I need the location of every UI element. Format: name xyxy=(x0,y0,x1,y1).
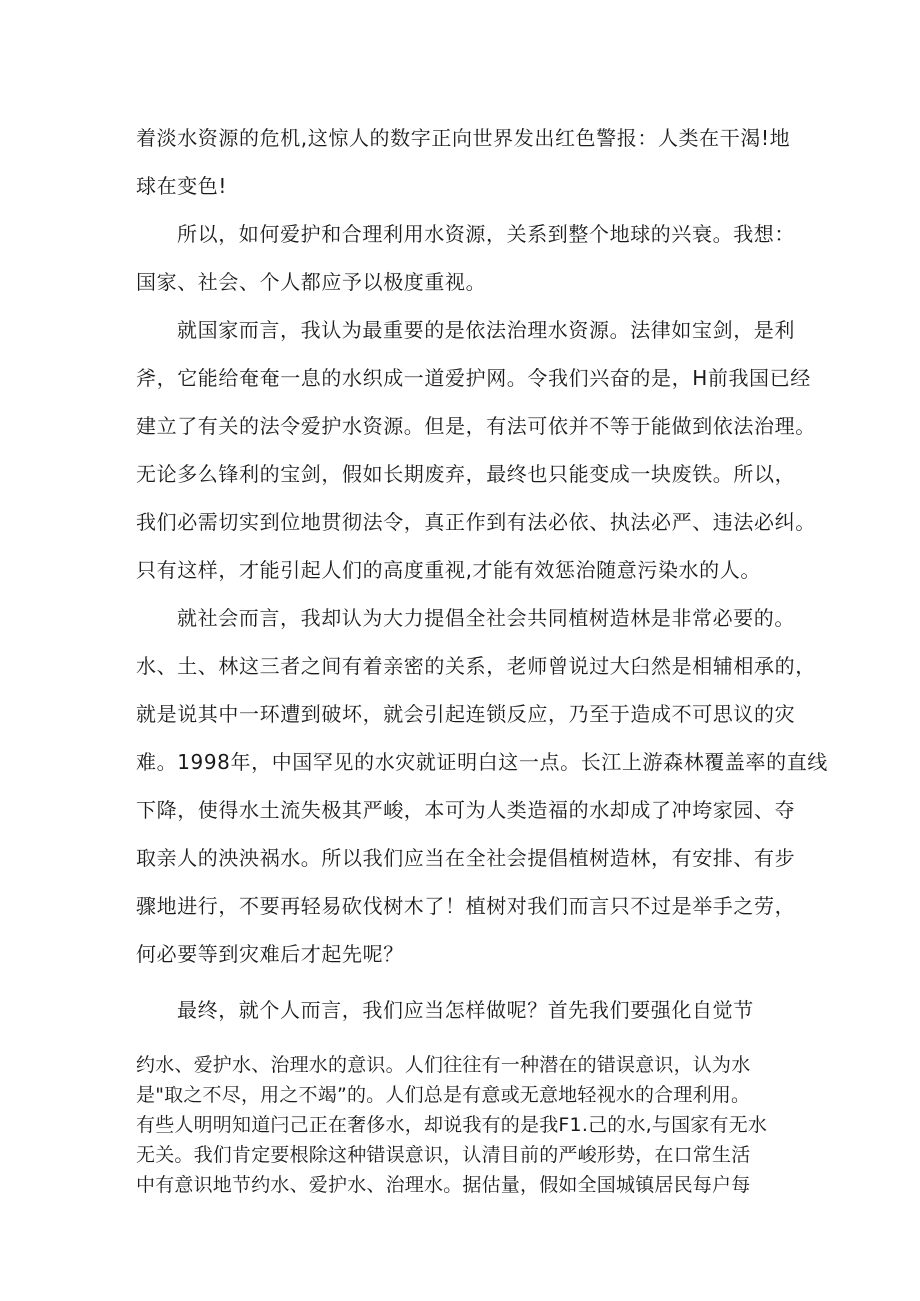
text-line: 无论多么锋利的宝剑，假如长期废弃，最终也只能变成一块废铁。所以， xyxy=(136,462,796,486)
text-line: 下降，使得水土流失极其严峻，本可为人类造福的水却成了冲垮家园、夺 xyxy=(136,798,796,822)
text-line: 斧，它能给奄奄一息的水织成一道爱护网。令我们兴奋的是，H前我国已经 xyxy=(136,366,811,390)
text-line: 建立了有关的法令爱护水资源。但是，有法可依并不等于能做到依法治理。 xyxy=(136,414,816,438)
text-line: 何必要等到灾难后才起先呢？ xyxy=(136,942,404,966)
text-line: 国家、社会、个人都应予以极度重视。 xyxy=(136,270,487,294)
text-line: 就是说其中一环遭到破坏，就会引起连锁反应，乃至于造成不可思议的灾 xyxy=(136,702,796,726)
text-line: 着淡水资源的危机,这惊人的数字正向世界发出红色警报：人类在干渴!地 xyxy=(136,126,791,150)
text-line: 约水、爱护水、治理水的意识。人们往往有一种潜在的错误意识，认为水 xyxy=(136,1054,751,1076)
text-line: 中有意识地节约水、爱护水、治理水。据估量，假如全国城镇居民每户每 xyxy=(136,1174,751,1196)
text-line: 最终，就个人而言，我们应当怎样做呢？首先我们要强化自觉节 xyxy=(177,998,754,1022)
text-line: 就国家而言，我认为最重要的是依法治理水资源。法律如宝剑，是利 xyxy=(177,318,795,342)
text-line: 我们必需切实到位地贯彻法令，真正作到有法必依、执法必严、违法必纠。 xyxy=(136,510,816,534)
text-line: 只有这样，才能引起人们的高度重视,才能有效惩治随意污染水的人。 xyxy=(136,558,761,582)
text-line: 球在变色! xyxy=(136,174,228,198)
text-line: 是"取之不尽，用之不竭”的。人们总是有意或无意地轻视水的合理利用。 xyxy=(136,1084,751,1106)
text-line: 难。1998年，中国罕见的水灾就证明白这一点。长江上游森林覆盖率的直线 xyxy=(136,750,828,774)
text-line: 骤地进行，不要再轻易砍伐树木了！植树对我们而言只不过是举手之劳， xyxy=(136,894,796,918)
text-line: 所以，如何爱护和合理利用水资源，关系到整个地球的兴衰。我想： xyxy=(177,222,795,246)
text-line: 无关。我们肯定要根除这种错误意识，认清目前的严峻形势，在口常生活 xyxy=(136,1144,751,1166)
text-line: 就社会而言，我却认为大力提倡全社会共同植树造林是非常必要的。 xyxy=(177,606,795,630)
text-line: 水、土、林这三者之间有着亲密的关系，老师曾说过大臼然是相辅相承的， xyxy=(136,654,816,678)
text-line: 有些人明明知道闩己正在奢侈水，却说我有的是我F1.己的水,与国家有无水 xyxy=(136,1114,768,1136)
text-line: 取亲人的泱泱祸水。所以我们应当在全社会提倡植树造林，有安排、有步 xyxy=(136,846,796,870)
